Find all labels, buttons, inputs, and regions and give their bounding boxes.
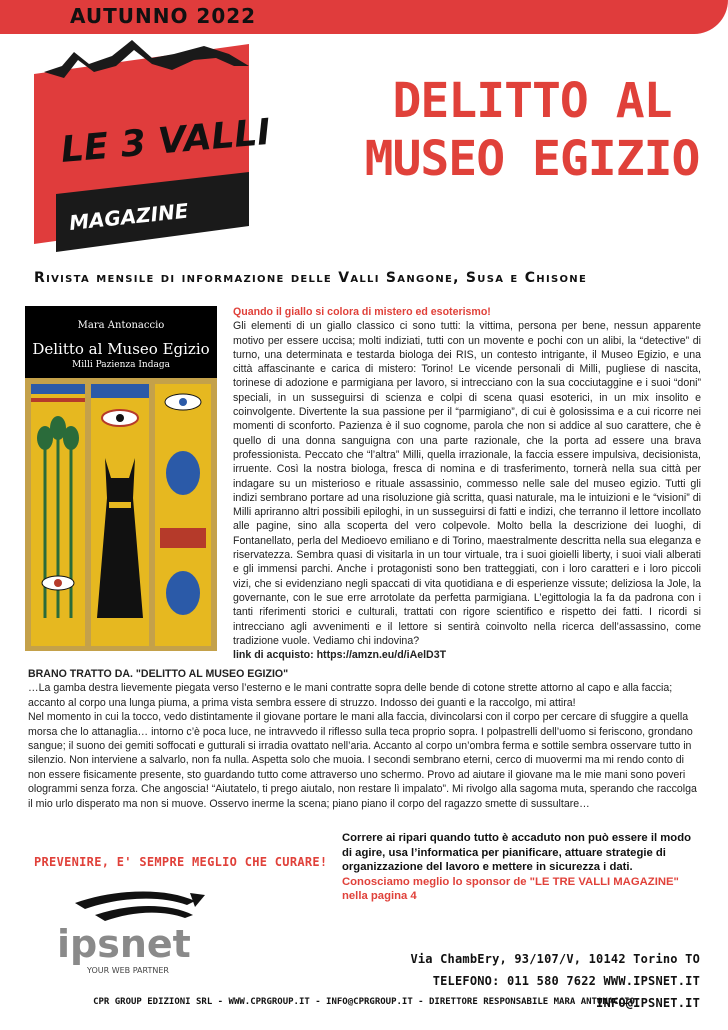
headline-line1: DELITTO AL xyxy=(392,73,672,129)
ipsnet-logo xyxy=(55,885,235,980)
cover-author: Mara Antonaccio xyxy=(77,320,165,331)
magazine-logo xyxy=(34,44,273,254)
magazine-subtitle: Rivista mensile di informazione delle Valli Sangone, Susa e Chisone xyxy=(34,270,588,286)
excerpt-paragraph-1: …La gamba destra lievemente piegata verso l’esterno e le mani contratte sopra delle bende di cotone strette attorno al capo e alla faccia; accanto al corpo una lunga piuma, a prima vista sembra essere di struzzo. Indosso dei guanti e la raccolgo, mi attira! xyxy=(28,682,673,709)
edition-label: AUTUNNO 2022 xyxy=(70,4,257,28)
ipsnet-logo-text: ipsnet xyxy=(57,922,191,966)
review-heading: Quando il giallo si colora di mistero ed esoterismo! xyxy=(233,306,491,318)
excerpt-paragraph-2: Nel momento in cui la tocco, vedo distintamente il giovane portare le mani alla faccia, divincolarsi con il corpo per cercare di sfuggire a quella morsa che lo attanaglia… intorno c’è poca luce, ne intravvedo il riflesso sulla teca proprio sopra. I polpastrelli dell’uomo si feriscono, grondano sangue; il suono dei gemiti soffocati e gutturali si irradia ovattato nell’aria. Accanto al corpo un’ombra ferma e sottile sembra osservare tutto in silenzio. Non interviene a salvarlo, non fa nulla. Aspetta solo che muoia. I secondi sembrano eterni, cerco di muovermi ma mi rendo conto di non essere fisicamente presente, sto guardando tutto come attraverso uno schermo. Provo ad aiutare il giovane ma le mie mani sono poveri ologrammi senza forza. Che angoscia! “Aiutatelo, ti prego aiutalo, non restare lì impalato”. Mi rivolgo alla sagoma muta, sperando che raccolga il mio urlo disperato ma non si muove. Osservo inerme la scena; piano piano il corpo del ragazzo smette di sussultare… xyxy=(28,711,697,810)
book-review xyxy=(233,305,701,662)
sponsor-slogan: PREVENIRE, E' SEMPRE MEGLIO CHE CURARE! xyxy=(34,855,328,869)
review-body: Gli elementi di un giallo classico ci sono tutti: la vittima, persona per bene, nessun apparente motivo per essere uccisa; molti indiziati, tutti con un movente e pochi con un alibi, la “detective” di turno, una determinata e testarda biologa dei RIS, un contesto intrigante, il Museo Egizio, e una città affascinante e carica di mistero: Torino! Le vicende personali di Milli, pugliese di nascita, torinese di adozione e parmigiana per lavoro, si intrecciano con la sua cocciutaggine e i suoi “doni” speciali, in un susseguirsi di scienza e colpi di scena quasi esoterici, in un mix insolito e coinvolgente. Divertente la sua passione per il “parmigiano”, di cui è golosissima e a cui ricorre nei momenti di sconforto. Pazienza è il suo cognome, parola che non si addice al suo carattere, che è quello di una donna sanguigna con una parte razionale, che la porta ad essere una brava professionista. Peccato che “l’altra” Milli, quella irrazionale, la faccia essere impulsiva, decisionista, irruente. Così la nostra biologa, fresca di nomina e di trasferimento, tornerà nella sua città per indagare su un misterioso e rituale assassinio, commesso nelle sale del museo egizio. Tutti gli indizi sembrano portare ad una risoluzione già scritta, quasi naturale, ma le intuizioni e le “visioni” di Milli apriranno altri possibili epiloghi, in un susseguirsi di fatti e indizi, che terranno il lettore incollato alle pagine, sino alla scoperta del vero colpevole. Molto bella la descrizione dei luoghi, di Fontanellato, perla del Medioevo emiliano e di Torino, maestralmente descritta nella sua eleganza e riservatezza. Sembra quasi di visitarla in un tour virtuale, tra i suoi gioielli liberty, i suoi viali alberati e gli immensi parchi. Anche i protagonisti sono ben tratteggiati, con i loro caratteri e i loro piccoli vizi, che si evidenziano negli spaccati di vita quotidiana e di esperienze vissute; deliziosa la Jole, la governante, con le sue erre arrotolate da perfetta parmigiana. L’egittologia la fa da padrona con i tanti riferimenti storici e culturali, trattati con rigore scientifico e rispetto dei fatti. I ricordi si intrecciano agli avvenimenti e il lettore si sentirà coinvolto nella ricerca dell’assassino, come tradizione vuole. Vediamo chi indovina? xyxy=(233,320,701,647)
cover-title-band xyxy=(25,306,217,378)
page-footer: CPR GROUP EDIZIONI SRL - WWW.CPRGROUP.IT - INFO@CPRGROUP.IT - DIRETTORE RESPONSABILE MARA ANTONACCIO xyxy=(93,997,635,1007)
cover-subtitle: Milli Pazienza Indaga xyxy=(72,360,170,370)
book-cover xyxy=(25,306,217,651)
excerpt-heading: BRANO TRATTO DA. "DELITTO AL MUSEO EGIZIO" xyxy=(28,668,289,680)
purchase-link[interactable]: link di acquisto: https://amzn.eu/d/iAelD3T xyxy=(233,649,447,662)
headline xyxy=(352,72,712,188)
logo-title: LE 3 VALLI xyxy=(59,111,273,171)
headline-line2: MUSEO EGIZIO xyxy=(364,131,700,187)
promo-red-text: Conosciamo meglio lo sponsor de "LE TRE VALLI MAGAZINE" nella pagina 4 xyxy=(342,875,679,903)
top-banner xyxy=(0,0,728,34)
sponsor-promo xyxy=(342,831,704,904)
logo-subtitle: MAGAZINE xyxy=(68,198,190,235)
ipsnet-tagline: YOUR WEB PARTNER xyxy=(87,966,169,975)
cover-title: Delitto al Museo Egizio xyxy=(32,340,210,358)
cover-art xyxy=(25,378,217,651)
sponsor-phone-web-email: TELEFONO: 011 580 7622 WWW.IPSNET.IT INFO@IPSNET.IT xyxy=(432,974,700,1010)
promo-text: Correre ai ripari quando tutto è accaduto non può essere il modo di agire, usa l’informatica per pianificare, attuare strategie di organizzazione del lavoro e mettere in sicurezza i dati. xyxy=(342,832,692,874)
sponsor-address: Via ChambEry, 93/107/V, 10142 Torino TO xyxy=(410,952,700,966)
book-excerpt xyxy=(28,667,704,811)
